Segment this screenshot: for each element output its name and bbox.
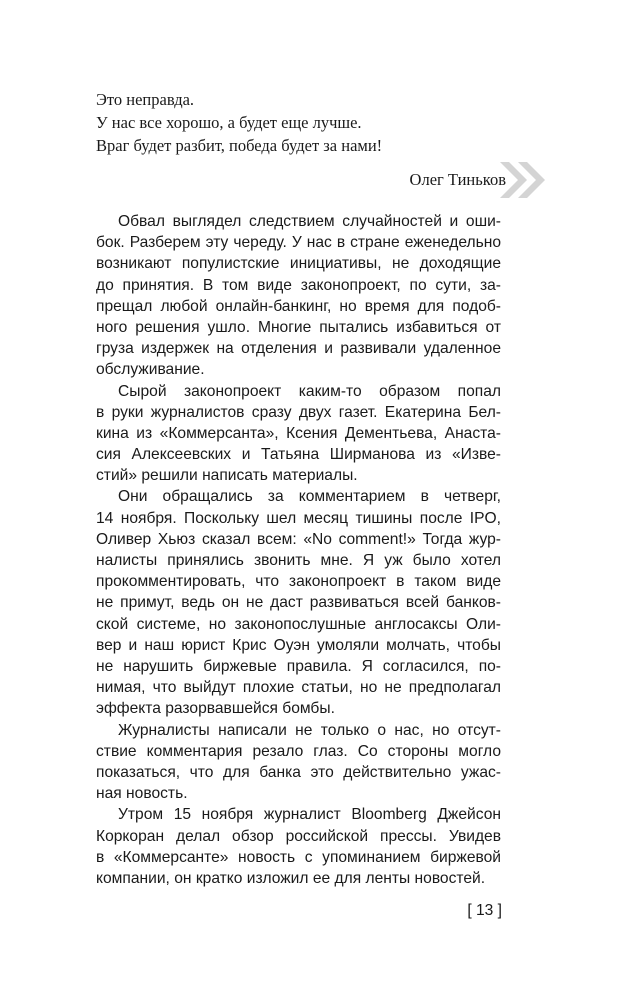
text-line: ской системе, но законопослушные англосаксы Оли- xyxy=(96,615,501,633)
paragraph xyxy=(96,804,501,889)
epigraph-line: Враг будет разбит, победа будет за нами! xyxy=(96,136,383,155)
text-line: Обвал выглядел следствием случайностей и оши- xyxy=(118,213,501,230)
text-line: возникают популистские инициативы, не доходящие xyxy=(96,255,501,273)
text-line: нимая, что выйдут плохие статьи, но не предполагал xyxy=(96,679,501,697)
text-line: показаться, что для банка это действительно ужас- xyxy=(96,763,501,781)
paragraph xyxy=(96,211,501,381)
text-line: Они обращались за комментарием в четверг, xyxy=(118,488,501,506)
text-line: Сырой законопроект каким-то образом попал xyxy=(118,382,501,400)
text-line: до принятия. В том виде законопроект, по сути, за- xyxy=(96,276,501,294)
epigraph-line: У нас все хорошо, а будет еще лучше. xyxy=(96,113,362,132)
double-chevron-right-icon xyxy=(498,160,550,200)
page-number: [ 13 ] xyxy=(467,902,502,919)
text-line: в «Коммерсанте» новость с упоминанием биржевой xyxy=(96,848,501,866)
text-line: кина из «Коммерсанта», Ксения Дементьева, Анаста- xyxy=(96,424,501,442)
text-line: не нарушить биржевые правила. Я согласился, по- xyxy=(96,657,501,675)
text-line: ного решения ушло. Многие пытались избавиться от xyxy=(96,318,501,336)
epigraph xyxy=(96,88,536,157)
text-line: Коркоран делал обзор российской прессы. Увидев xyxy=(96,827,501,845)
text-line: компании, он кратко изложил ее для ленты новостей. xyxy=(96,869,486,887)
text-line: не примут, ведь он не даст развиваться всей банков- xyxy=(96,594,501,612)
text-line: Утром 15 ноября журналист Bloomberg Джейсон xyxy=(118,806,501,824)
main-text xyxy=(96,211,501,889)
text-line: ная новость. xyxy=(96,785,188,803)
text-line: в руки журналистов сразу двух газет. Екатерина Бел- xyxy=(96,403,501,421)
text-line: ствие комментария резало глаз. Со стороны могло xyxy=(96,742,501,760)
text-line: налисты принялись звонить мне. Я уж было хотел xyxy=(96,552,501,570)
text-line: прещал любой онлайн-банкинг, но время для подоб- xyxy=(96,297,501,315)
text-line: прокомментировать, что законопроект в таком виде xyxy=(96,573,501,591)
text-line: бок. Разберем эту череду. У нас в стране еженедельно xyxy=(96,234,501,252)
epigraph-author: Олег Тиньков xyxy=(409,170,506,189)
paragraph xyxy=(96,486,501,719)
text-line: 14 ноября. Поскольку шел месяц тишины после IPO, xyxy=(96,509,501,527)
text-line: вер и наш юрист Крис Оуэн умоляли молчать, чтобы xyxy=(96,636,501,654)
paragraph xyxy=(96,381,501,487)
paragraph xyxy=(96,720,501,805)
epigraph-line: Это неправда. xyxy=(96,90,195,109)
text-line: обслуживание. xyxy=(96,361,205,379)
text-line: Оливер Хьюз сказал всем: «No comment!» Тогда жур- xyxy=(96,530,501,548)
text-line: Журналисты написали не только о нас, но отсут- xyxy=(118,721,501,739)
text-line: эффекта разорвавшейся бомбы. xyxy=(96,700,335,718)
text-line: сия Алексеевских и Татьяна Ширманова из «Изве- xyxy=(96,446,501,464)
text-line: стий» решили написать материалы. xyxy=(96,467,358,485)
text-line: груза издержек на отделения и развивали удаленное xyxy=(96,340,501,358)
